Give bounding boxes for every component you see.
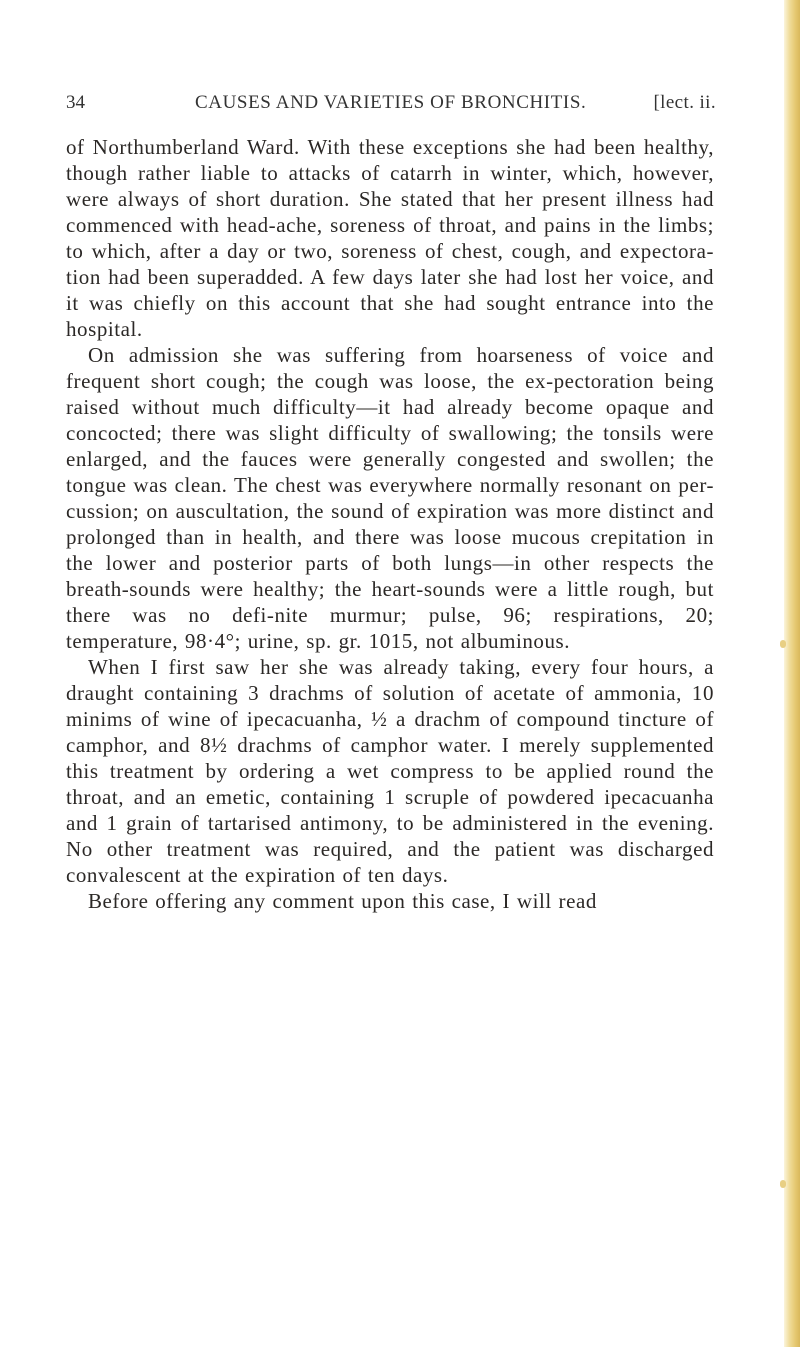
running-header (66, 92, 716, 118)
running-title: CAUSES AND VARIETIES OF BRONCHITIS. (195, 92, 587, 113)
paragraph-admission: On admission she was suffering from hoarseness of voice and frequent short cough; the cough was loose, the ex-pectoration being raised without much difficulty—it had already become opaque and concocted; there was slight difficulty of swallowing; the tonsils were enlarged, and the fauces were generally congested and swollen; the tongue was clean. The chest was everywhere normally resonant on per-cussion; on auscultation, the sound of expiration was more distinct and prolonged than in health, and there was loose mucous crepitation in the lower and posterior parts of both lungs—in other respects the breath-sounds were healthy; the heart-sounds were a little rough, but there was no defi-nite murmur; pulse, 96; respirations, 20; temperature, 98·4°; urine, sp. gr. 1015, not albuminous. (66, 343, 714, 653)
page-edge-shadow (784, 0, 800, 1347)
paragraph-treatment: When I first saw her she was already taking, every four hours, a draught containing 3 drachms of solution of acetate of ammonia, 10 minims of wine of ipecacuanha, ½ a drachm of compound tincture of camphor, and 8½ drachms of camphor water. I merely supplemented this treatment by ordering a wet compress to be applied round the throat, and an emetic, containing 1 scruple of powdered ipecacuanha and 1 grain of tartarised antimony, to be administered in the evening. No other treatment was required, and the patient was discharged convalescent at the expiration of ten days. (66, 655, 714, 887)
page-number: 34 (66, 92, 85, 113)
body-text (66, 134, 714, 914)
paper-stain (780, 640, 786, 648)
lecture-reference: [lect. ii. (653, 92, 716, 113)
paragraph-case-history: of Northumberland Ward. With these exceptions she had been healthy, though rather liable to attacks of catarrh in winter, which, however, were always of short duration. She stated that her present illness had commenced with head-ache, soreness of throat, and pains in the limbs; to which, after a day or two, soreness of chest, cough, and expectora-tion had been superadded. A few days later she had lost her voice, and it was chiefly on this account that she had sought entrance into the hospital. (66, 135, 714, 341)
paper-stain (780, 1180, 786, 1188)
paragraph-comment: Before offering any comment upon this case, I will read (88, 889, 597, 913)
